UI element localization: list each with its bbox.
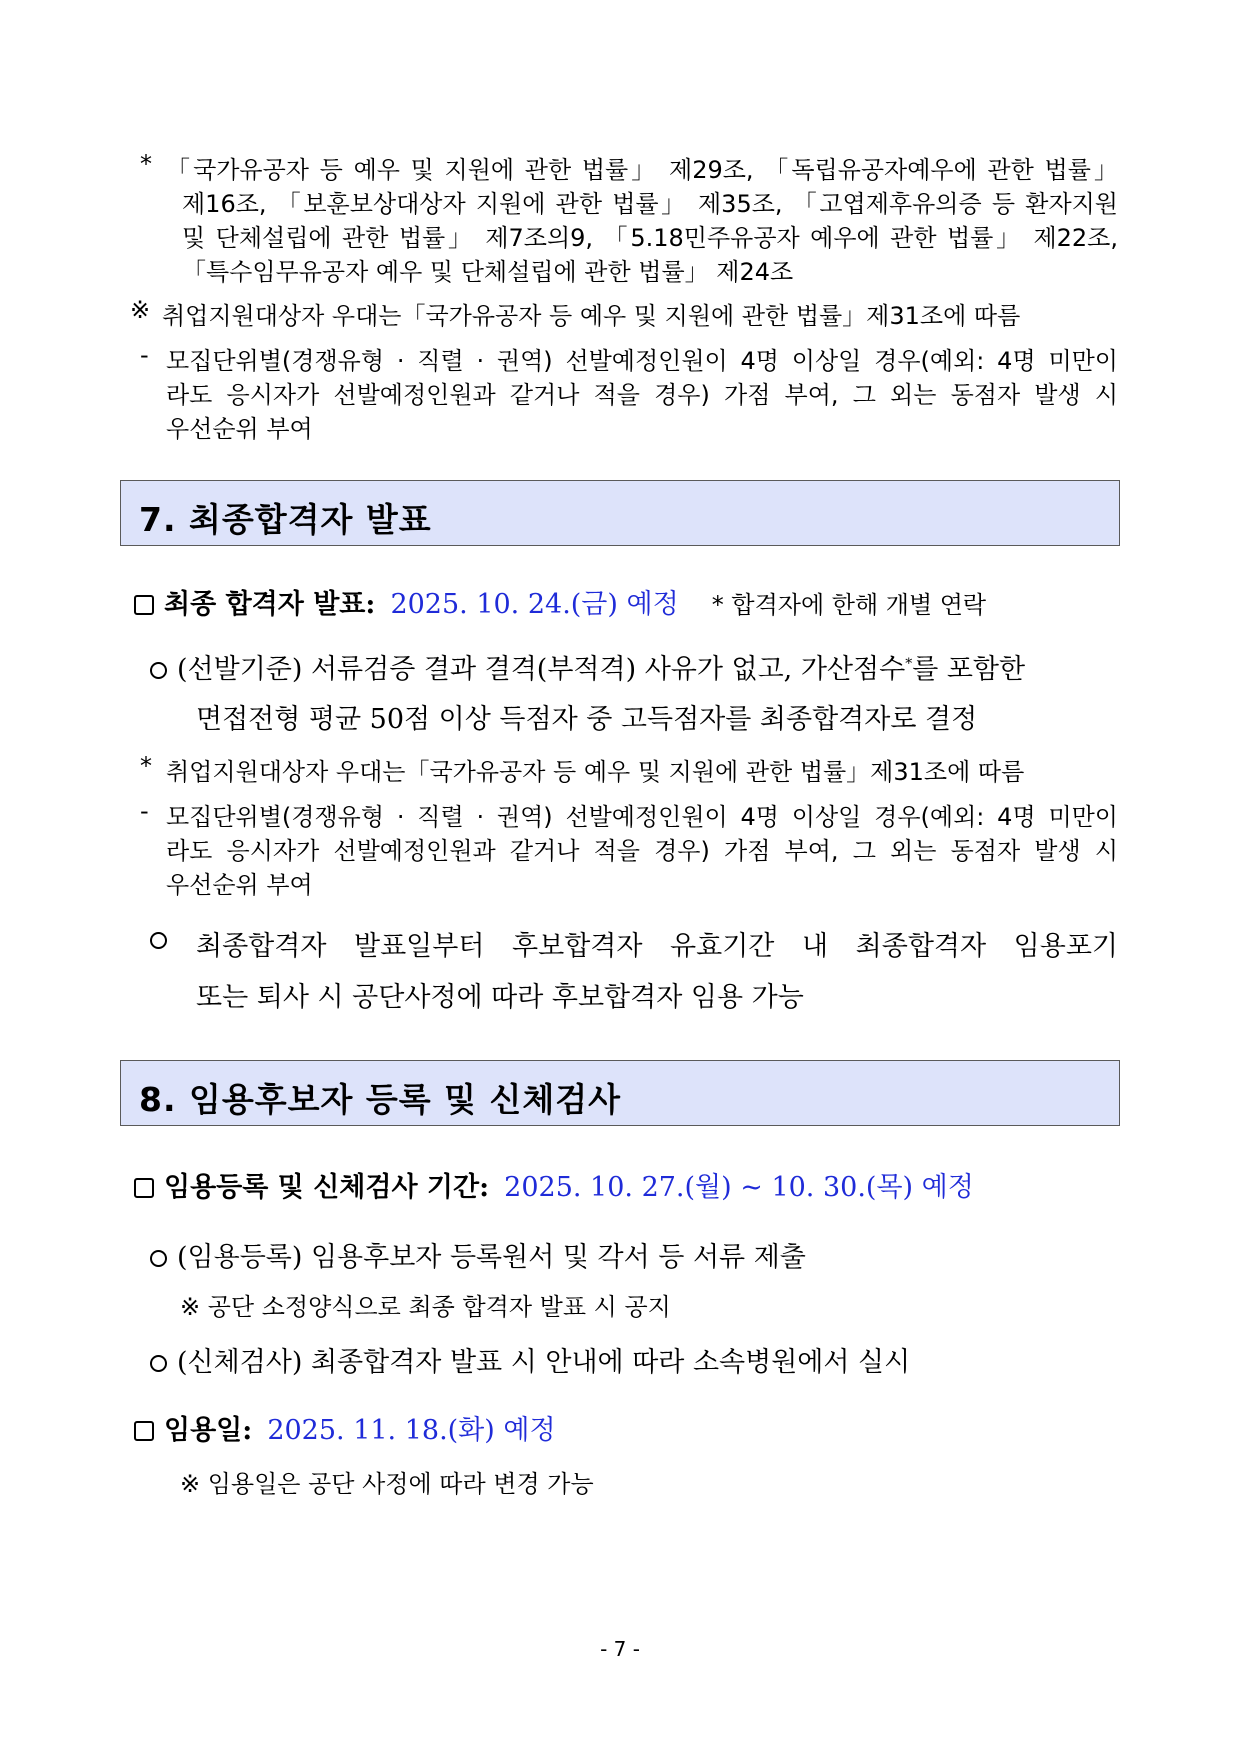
reserve-line-1: 최종합격자 발표일부터 후보합격자 유효기간 내 최종합격자 임용포기	[196, 931, 1118, 962]
selection-criteria-text: (선발기준) 서류검증 결과 결격(부적격) 사유가 없고, 가산점수	[177, 654, 906, 685]
section-8-title: 8. 임용후보자 등록 및 신체검사	[139, 1080, 621, 1119]
final-announce-label: 최종 합격자 발표:	[164, 589, 376, 620]
law-list-line-3: 및 단체설립에 관한 법률」 제7조의9, 「5.18민주유공자 예우에 관한 법률」 제22조,	[182, 224, 1118, 252]
checkbox-square-icon	[134, 595, 154, 615]
circle-bullet-icon	[150, 662, 167, 679]
bonus-rule-line-3: 우선순위 부여	[166, 415, 313, 443]
dash-mark: -	[140, 341, 149, 369]
law-list-line-4: 「특수임무유공자 예우 및 단체설립에 관한 법률」 제24조	[182, 258, 794, 286]
appointment-note: ※ 임용일은 공단 사정에 따라 변경 가능	[180, 1470, 594, 1498]
selection-criteria-text-end: 를 포함한	[912, 654, 1026, 685]
circle-bullet-icon	[150, 1355, 167, 1372]
registration-note: ※ 공단 소정양식으로 최종 합격자 발표 시 공지	[180, 1293, 671, 1321]
reserve-bullet	[150, 932, 177, 952]
reserve-line-2: 또는 퇴사 시 공단사정에 따라 후보합격자 임용 가능	[196, 982, 804, 1013]
circle-bullet-icon	[150, 932, 167, 949]
checkbox-square-icon	[134, 1421, 154, 1441]
page-number: - 7 -	[600, 1637, 640, 1661]
final-announce-line	[134, 582, 986, 621]
checkup-item	[150, 1340, 910, 1379]
appointment-date: 2025. 11. 18.(화) 예정	[267, 1415, 556, 1446]
section-8-heading	[120, 1060, 1120, 1126]
asterisk-mark: *	[140, 150, 152, 178]
checkup-text: (신체검사) 최종합격자 발표 시 안내에 따라 소속병원에서 실시	[177, 1347, 911, 1378]
registration-period-label: 임용등록 및 신체검사 기간:	[164, 1172, 490, 1203]
bonus-rule-line-3: 우선순위 부여	[166, 871, 313, 899]
registration-period-date: 2025. 10. 27.(월) ~ 10. 30.(목) 예정	[504, 1172, 974, 1203]
checkbox-square-icon	[134, 1178, 154, 1198]
final-announce-date: 2025. 10. 24.(금) 예정	[390, 589, 679, 620]
bonus-rule-line-2: 라도 응시자가 선발예정인원과 같거나 적을 경우) 가점 부여, 그 외는 동점자 발생 시	[166, 381, 1118, 409]
appointment-label: 임용일:	[164, 1415, 253, 1446]
registration-item	[150, 1235, 806, 1274]
dash-mark: -	[140, 797, 149, 825]
employment-support-note: 취업지원대상자 우대는「국가유공자 등 예우 및 지원에 관한 법률」제31조에 따름	[162, 302, 1021, 330]
registration-text: (임용등록) 임용후보자 등록원서 및 각서 등 서류 제출	[177, 1242, 806, 1273]
employment-support-note: 취업지원대상자 우대는「국가유공자 등 예우 및 지원에 관한 법률」제31조에 따름	[166, 758, 1025, 786]
registration-period-line	[134, 1165, 974, 1204]
circle-bullet-icon	[150, 1250, 167, 1267]
appointment-line	[134, 1408, 556, 1447]
section-7-title: 7. 최종합격자 발표	[139, 500, 432, 539]
selection-criteria-line-2: 면접전형 평균 50점 이상 득점자 중 고득점자를 최종합격자로 결정	[196, 704, 978, 735]
individual-contact-note: * 합격자에 한해 개별 연락	[711, 591, 987, 619]
bonus-rule-line-2: 라도 응시자가 선발예정인원과 같거나 적을 경우) 가점 부여, 그 외는 동점자 발생 시	[166, 837, 1118, 865]
selection-criteria-line-1	[150, 647, 1025, 686]
law-list-line-2: 제16조, 「보훈보상대상자 지원에 관한 법률」 제35조, 「고엽제후유의증 등 환자지원	[182, 190, 1118, 218]
bonus-rule-line-1: 모집단위별(경쟁유형 · 직렬 · 권역) 선발예정인원이 4명 이상일 경우(예외: 4명 미만이	[166, 803, 1118, 831]
law-list-line-1: 「국가유공자 등 예우 및 지원에 관한 법률」 제29조, 「독립유공자예우에 관한 법률」	[166, 156, 1118, 184]
section-7-heading	[120, 480, 1120, 546]
bonus-rule-line-1: 모집단위별(경쟁유형 · 직렬 · 권역) 선발예정인원이 4명 이상일 경우(예외: 4명 미만이	[166, 347, 1118, 375]
footnote-sup: *	[905, 656, 913, 672]
asterisk-mark: *	[140, 752, 152, 780]
reference-mark: ※	[130, 296, 151, 324]
